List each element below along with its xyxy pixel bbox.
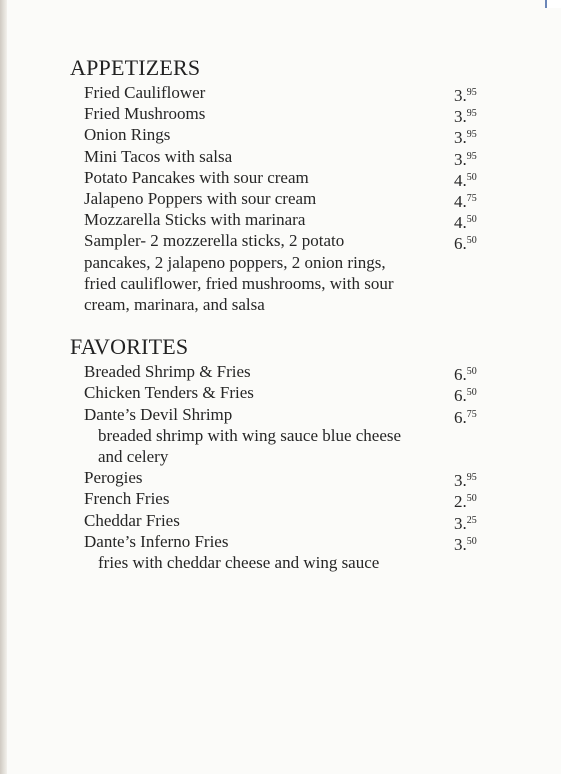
item-price: 4.50: [454, 213, 477, 233]
menu-item: [70, 467, 477, 491]
item-description: fries with cheddar cheese and wing sauce: [98, 553, 380, 573]
item-name: Dante’s Inferno Fries: [84, 531, 229, 551]
menu-item: [70, 531, 477, 554]
menu-item: [70, 82, 477, 105]
section-favorites: [70, 335, 510, 573]
item-price: 3.95: [454, 149, 477, 169]
menu-item: [70, 382, 477, 406]
item-name: Cheddar Fries: [84, 510, 180, 530]
item-price: 3.95: [454, 86, 477, 105]
page-corner-edge: [545, 0, 561, 8]
item-name: Onion Rings: [84, 125, 171, 145]
item-price: 4.75: [454, 192, 477, 212]
item-name: Dante’s Devil Shrimp: [84, 404, 233, 424]
menu-page: [70, 56, 510, 573]
item-name: Jalapeno Poppers with sour cream: [84, 189, 317, 209]
item-price: 3.25: [454, 513, 477, 533]
menu-item: [70, 209, 477, 233]
item-name: Mini Tacos with salsa: [84, 146, 233, 166]
item-name: French Fries: [84, 489, 170, 509]
item-price: 6.50: [454, 365, 477, 385]
item-price: 6.75: [454, 407, 477, 427]
item-name: Fried Cauliflower: [84, 83, 206, 102]
item-price: 6.50: [454, 234, 477, 254]
item-description: breaded shrimp with wing sauce blue cheese and celery: [98, 425, 402, 467]
item-price: 3.95: [454, 471, 477, 491]
item-name: Fried Mushrooms: [84, 104, 206, 124]
section-title: APPETIZERS: [70, 55, 201, 80]
item-name: Sampler- 2 mozzerella sticks, 2 potato pancakes, 2 jalapeno poppers, 2 onion rings, fried cauliflower, fried mushrooms, with sour cream, marinara, and salsa: [84, 231, 394, 315]
item-name: Potato Pancakes with sour cream: [84, 167, 309, 187]
item-price: 2.50: [454, 492, 477, 512]
item-name: Perogies: [84, 468, 143, 488]
section-title: FAVORITES: [70, 334, 189, 360]
item-price: 3.50: [454, 534, 477, 554]
menu-item: [70, 488, 477, 512]
item-price: 3.95: [454, 128, 477, 148]
item-price: 4.50: [454, 170, 477, 190]
menu-item: [70, 124, 477, 148]
item-name: Mozzarella Sticks with marinara: [84, 210, 306, 230]
menu-item: [70, 188, 477, 212]
item-price: 6.50: [454, 386, 477, 406]
menu-item: [70, 230, 477, 315]
section-appetizers: [70, 56, 510, 315]
menu-item: [70, 167, 477, 190]
menu-item: [70, 103, 477, 127]
item-name: Chicken Tenders & Fries: [84, 383, 254, 403]
page-edge-shadow: [0, 0, 7, 774]
menu-item: [70, 510, 477, 533]
item-name: Breaded Shrimp & Fries: [84, 362, 251, 382]
menu-item: [70, 404, 477, 427]
menu-item: [70, 361, 477, 385]
menu-item: [70, 146, 477, 169]
item-price: 3.95: [454, 107, 477, 127]
